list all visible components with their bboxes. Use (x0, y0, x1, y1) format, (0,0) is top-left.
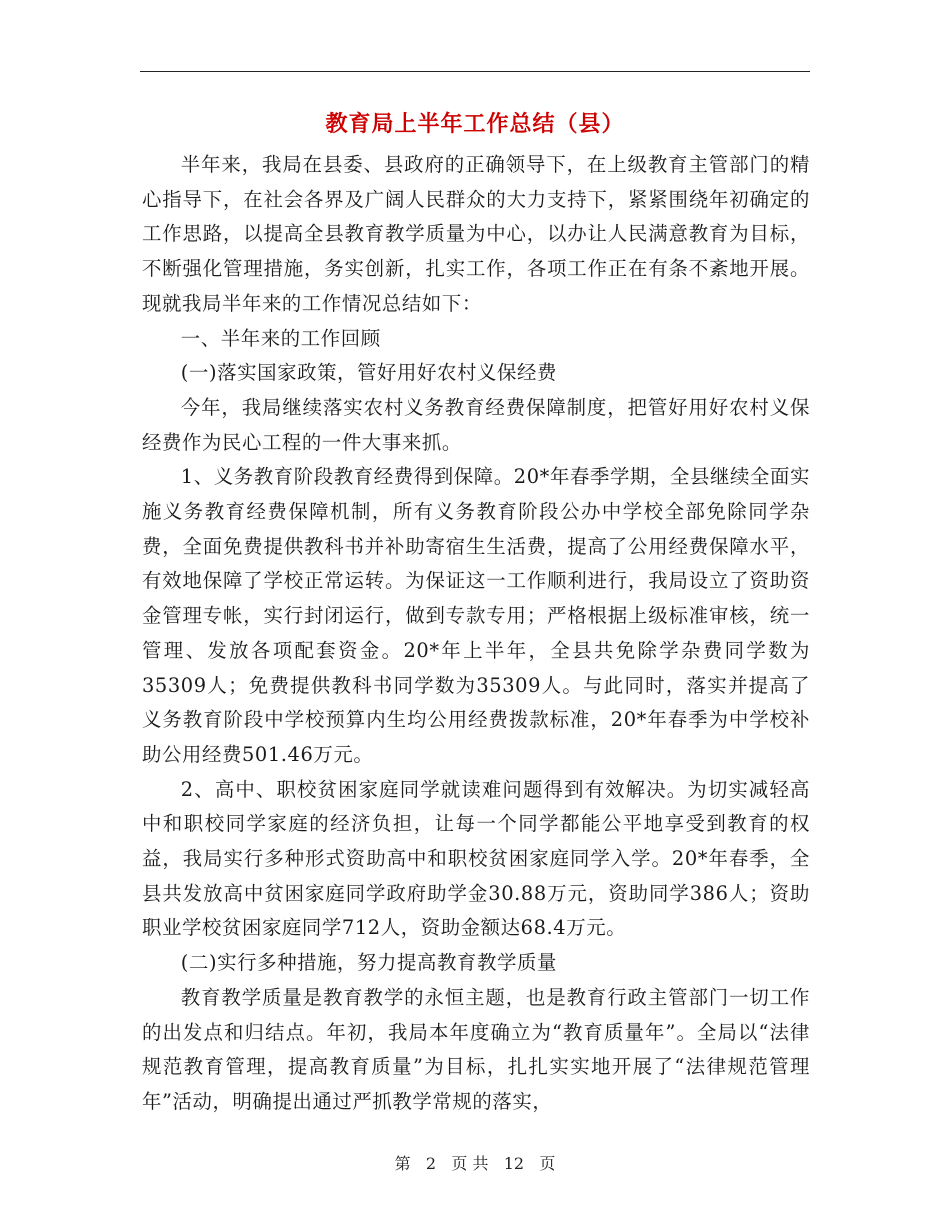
page-label-prefix: 第 (394, 1154, 411, 1173)
paragraph-quality: 教育教学质量是教育教学的永恒主题，也是教育行政主管部门一切工作的出发点和归结点。年初，我局本年度确立为“教育质量年”。全局以“法律规范教育管理，提高教育质量”为目标，扎扎实实地开展了“法律规范管理年”活动，明确提出通过严抓教学常规的落实， (142, 985, 810, 1113)
paragraph-intro: 半年来，我局在县委、县政府的正确领导下，在上级教育主管部门的精心指导下，在社会各界及广阔人民群众的大力支持下，紧紧围绕年初确定的工作思路，以提高全县教育教学质量为中心，以办让人民满意教育为目标，不断强化管理措施，务实创新，扎实工作，各项工作正在有条不紊地开展。现就我局半年来的工作情况总结如下： (142, 153, 810, 315)
heading-review: 一、半年来的工作回顾 (180, 326, 381, 350)
page-label-suffix: 页 (539, 1154, 556, 1173)
paragraph-funding: 今年，我局继续落实农村义务教育经费保障制度，把管好用好农村义保经费作为民心工程的一件大事来抓。 (142, 395, 810, 454)
paragraph-student-aid: 2、高中、职校贫困家庭同学就读难问题得到有效解决。为切实减轻高中和职校同学家庭的经济负担，让每一个同学都能公平地享受到教育的权益，我局实行多种形式资助高中和职校贫困家庭同学入学。20*年春季，全县共发放高中贫困家庭同学政府助学金30.88万元，资助同学386人；资助职业学校贫困家庭同学712人，资助金额达68.4万元。 (142, 777, 810, 940)
subheading-quality: (二)实行多种措施，努力提高教育教学质量 (180, 951, 557, 975)
total-pages-number: 12 (503, 1154, 525, 1173)
page-footer (140, 1152, 810, 1176)
subheading-funding: (一)落实国家政策，管好用好农村义保经费 (180, 361, 557, 385)
current-page-number: 2 (425, 1154, 437, 1173)
document-body (142, 148, 810, 1120)
header-rule (140, 71, 810, 72)
document-title: 教育局上半年工作总结（县） (325, 111, 625, 137)
page-label-middle: 页 共 (451, 1154, 489, 1173)
paragraph-compulsory-education: 1、义务教育阶段教育经费得到保障。20*年春季学期，全县继续全面实施义务教育经费保障机制，所有义务教育阶段公办中学校全部免除同学杂费，全面免费提供教科书并补助寄宿生生活费，提高了公用经费保障水平，有效地保障了学校正常运转。为保证这一工作顺利进行，我局设立了资助资金管理专帐，实行封闭运行，做到专款专用；严格根据上级标准审核，统一管理、发放各项配套资金。20*年上半年，全县共免除学杂费同学数为35309人；免费提供教科书同学数为35309人。与此同时，落实并提高了义务教育阶段中学校预算内生均公用经费拨款标准，20*年春季为中学校补助公用经费501.46万元。 (142, 465, 810, 766)
